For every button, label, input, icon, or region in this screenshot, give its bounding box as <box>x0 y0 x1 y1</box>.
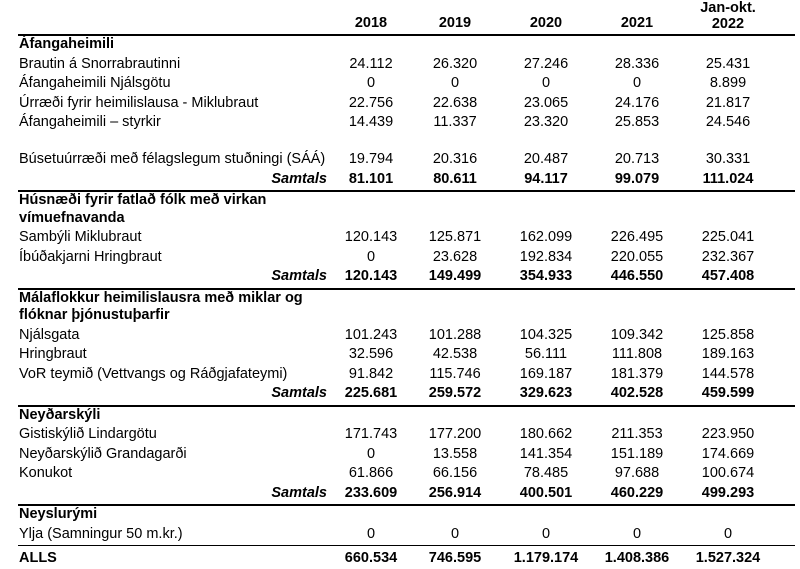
value-cell: 174.669 <box>679 446 795 466</box>
value-cell <box>497 505 595 526</box>
value-cell: 0 <box>497 526 595 546</box>
value-cell: 220.055 <box>595 249 679 269</box>
value-cell: 42.538 <box>413 346 497 366</box>
value-cell: 0 <box>595 75 679 95</box>
row-label: Konukot <box>18 465 329 485</box>
data-row <box>18 327 795 347</box>
value-cell: 26.320 <box>413 56 497 76</box>
header-row <box>18 0 795 35</box>
value-cell: 233.609 <box>329 485 413 506</box>
value-cell: 94.117 <box>497 171 595 192</box>
value-cell: 104.325 <box>497 327 595 347</box>
value-cell: 28.336 <box>595 56 679 76</box>
subtotal-row <box>18 268 795 289</box>
value-cell <box>595 406 679 427</box>
value-cell: 78.485 <box>497 465 595 485</box>
subtotal-row <box>18 485 795 506</box>
value-cell: 226.495 <box>595 229 679 249</box>
value-cell: 144.578 <box>679 366 795 386</box>
column-header-2022 <box>679 0 795 35</box>
data-row <box>18 75 795 95</box>
value-cell: 0 <box>497 75 595 95</box>
value-cell: 111.024 <box>679 171 795 192</box>
value-cell: 24.112 <box>329 56 413 76</box>
value-cell: 81.101 <box>329 171 413 192</box>
value-cell: 23.320 <box>497 114 595 134</box>
value-cell: 115.746 <box>413 366 497 386</box>
row-label: Gistiskýlið Lindargötu <box>18 426 329 446</box>
row-label: Neyðarskýli <box>18 406 329 427</box>
label-column-header <box>18 0 329 35</box>
value-cell: 0 <box>329 249 413 269</box>
value-cell <box>595 289 679 327</box>
value-cell <box>329 406 413 427</box>
row-label: Áfangaheimili <box>18 35 329 56</box>
data-row <box>18 526 795 546</box>
value-cell: 125.871 <box>413 229 497 249</box>
value-cell <box>413 191 497 229</box>
value-cell: 22.638 <box>413 95 497 115</box>
value-cell: 1.179.174 <box>497 546 595 569</box>
value-cell: 192.834 <box>497 249 595 269</box>
row-label: Brautin á Snorrabrautinni <box>18 56 329 76</box>
value-cell: 189.163 <box>679 346 795 366</box>
value-cell: 225.681 <box>329 385 413 406</box>
value-cell: 80.611 <box>413 171 497 192</box>
column-header-2021: 2021 <box>595 0 679 35</box>
value-cell: 171.743 <box>329 426 413 446</box>
value-cell: 0 <box>413 526 497 546</box>
row-label: Ylja (Samningur 50 m.kr.) <box>18 526 329 546</box>
data-row <box>18 56 795 76</box>
value-cell: 459.599 <box>679 385 795 406</box>
row-label: Úrræði fyrir heimilislausa - Miklubraut <box>18 95 329 115</box>
value-cell <box>679 406 795 427</box>
value-cell: 0 <box>679 526 795 546</box>
value-cell: 21.817 <box>679 95 795 115</box>
row-label: Búsetuúrræði með félagslegum stuðningi (SÁÁ) <box>18 134 329 171</box>
value-cell: 109.342 <box>595 327 679 347</box>
value-cell <box>595 35 679 56</box>
row-label: Áfangaheimili Njálsgötu <box>18 75 329 95</box>
subtotal-row <box>18 171 795 192</box>
data-row <box>18 134 795 171</box>
value-cell: 746.595 <box>413 546 497 569</box>
value-cell <box>413 505 497 526</box>
value-cell <box>329 289 413 327</box>
value-cell: 13.558 <box>413 446 497 466</box>
value-cell: 66.156 <box>413 465 497 485</box>
value-cell: 232.367 <box>679 249 795 269</box>
value-cell: 20.316 <box>413 134 497 171</box>
value-cell: 20.713 <box>595 134 679 171</box>
value-cell: 56.111 <box>497 346 595 366</box>
value-cell: 1.408.386 <box>595 546 679 569</box>
section-header-row <box>18 191 795 229</box>
row-label: Neyðarskýlið Grandagarði <box>18 446 329 466</box>
value-cell: 354.933 <box>497 268 595 289</box>
value-cell: 32.596 <box>329 346 413 366</box>
value-cell: 23.065 <box>497 95 595 115</box>
subtotal-row <box>18 385 795 406</box>
value-cell: 660.534 <box>329 546 413 569</box>
data-row <box>18 229 795 249</box>
section-header-row <box>18 505 795 526</box>
value-cell <box>497 191 595 229</box>
value-cell: 446.550 <box>595 268 679 289</box>
row-label: Samtals <box>18 171 329 192</box>
value-cell: 149.499 <box>413 268 497 289</box>
data-row <box>18 346 795 366</box>
value-cell <box>679 191 795 229</box>
value-cell <box>413 406 497 427</box>
value-cell: 111.808 <box>595 346 679 366</box>
value-cell <box>497 289 595 327</box>
data-row <box>18 426 795 446</box>
data-row <box>18 446 795 466</box>
value-cell: 180.662 <box>497 426 595 446</box>
value-cell <box>497 35 595 56</box>
value-cell: 20.487 <box>497 134 595 171</box>
value-cell: 30.331 <box>679 134 795 171</box>
value-cell: 141.354 <box>497 446 595 466</box>
value-cell: 1.527.324 <box>679 546 795 569</box>
value-cell <box>413 289 497 327</box>
value-cell: 24.546 <box>679 114 795 134</box>
data-row <box>18 95 795 115</box>
row-label: Samtals <box>18 385 329 406</box>
data-row <box>18 465 795 485</box>
row-label: ALLS <box>18 546 329 569</box>
row-label: Samtals <box>18 268 329 289</box>
section-header-row <box>18 35 795 56</box>
value-cell: 91.842 <box>329 366 413 386</box>
value-cell: 19.794 <box>329 134 413 171</box>
value-cell: 457.408 <box>679 268 795 289</box>
value-cell <box>329 35 413 56</box>
value-cell <box>595 505 679 526</box>
value-cell: 11.337 <box>413 114 497 134</box>
row-label: Sambýli Miklubraut <box>18 229 329 249</box>
value-cell: 23.628 <box>413 249 497 269</box>
value-cell: 8.899 <box>679 75 795 95</box>
row-label: Áfangaheimili – styrkir <box>18 114 329 134</box>
row-label: Samtals <box>18 485 329 506</box>
value-cell: 120.143 <box>329 229 413 249</box>
grand-total-row <box>18 546 795 569</box>
section-header-row <box>18 406 795 427</box>
value-cell <box>679 35 795 56</box>
row-label: Hringbraut <box>18 346 329 366</box>
value-cell: 61.866 <box>329 465 413 485</box>
value-cell: 329.623 <box>497 385 595 406</box>
value-cell: 259.572 <box>413 385 497 406</box>
value-cell: 99.079 <box>595 171 679 192</box>
value-cell: 256.914 <box>413 485 497 506</box>
column-header-2022-line2: 2022 <box>679 16 777 32</box>
value-cell: 460.229 <box>595 485 679 506</box>
value-cell: 402.528 <box>595 385 679 406</box>
column-header-2022-line1: Jan-okt. <box>679 0 777 16</box>
row-label: Íbúðakjarni Hringbraut <box>18 249 329 269</box>
value-cell: 499.293 <box>679 485 795 506</box>
value-cell: 0 <box>329 526 413 546</box>
value-cell: 400.501 <box>497 485 595 506</box>
value-cell: 27.246 <box>497 56 595 76</box>
row-label: VoR teymið (Vettvangs og Ráðgjafateymi) <box>18 366 329 386</box>
table-body <box>18 35 795 569</box>
row-label: Neyslurými <box>18 505 329 526</box>
value-cell: 0 <box>329 446 413 466</box>
value-cell: 151.189 <box>595 446 679 466</box>
value-cell <box>413 35 497 56</box>
row-label: Njálsgata <box>18 327 329 347</box>
data-row <box>18 366 795 386</box>
value-cell: 120.143 <box>329 268 413 289</box>
value-cell: 100.674 <box>679 465 795 485</box>
value-cell: 225.041 <box>679 229 795 249</box>
value-cell: 162.099 <box>497 229 595 249</box>
value-cell: 101.243 <box>329 327 413 347</box>
value-cell: 125.858 <box>679 327 795 347</box>
data-row <box>18 249 795 269</box>
row-label: Húsnæði fyrir fatlað fólk með virkan vímuefnavanda <box>18 191 329 229</box>
value-cell: 181.379 <box>595 366 679 386</box>
value-cell: 22.756 <box>329 95 413 115</box>
row-label: Málaflokkur heimilislausra með miklar og flóknar þjónustuþarfir <box>18 289 329 327</box>
value-cell <box>329 191 413 229</box>
value-cell <box>679 505 795 526</box>
value-cell: 0 <box>413 75 497 95</box>
value-cell: 223.950 <box>679 426 795 446</box>
value-cell: 97.688 <box>595 465 679 485</box>
value-cell: 0 <box>329 75 413 95</box>
data-row <box>18 114 795 134</box>
value-cell: 211.353 <box>595 426 679 446</box>
value-cell: 101.288 <box>413 327 497 347</box>
table-header <box>18 0 795 35</box>
funding-table <box>18 0 795 569</box>
value-cell: 14.439 <box>329 114 413 134</box>
value-cell: 25.431 <box>679 56 795 76</box>
value-cell: 24.176 <box>595 95 679 115</box>
column-header-2018: 2018 <box>329 0 413 35</box>
column-header-2019: 2019 <box>413 0 497 35</box>
value-cell: 0 <box>595 526 679 546</box>
value-cell: 177.200 <box>413 426 497 446</box>
value-cell <box>329 505 413 526</box>
value-cell: 169.187 <box>497 366 595 386</box>
section-header-row <box>18 289 795 327</box>
value-cell <box>497 406 595 427</box>
value-cell: 25.853 <box>595 114 679 134</box>
column-header-2020: 2020 <box>497 0 595 35</box>
value-cell <box>595 191 679 229</box>
value-cell <box>679 289 795 327</box>
